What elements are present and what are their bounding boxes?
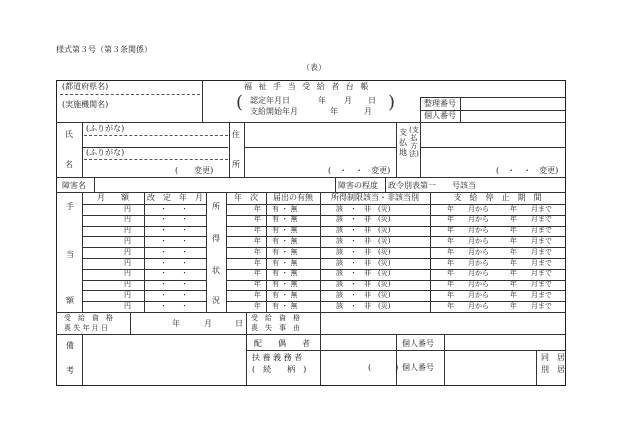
start-year-mark: 年 [330, 107, 338, 116]
remarks-label-2: 考 [66, 366, 74, 375]
income-year: 年 [254, 280, 261, 289]
grid-line [320, 334, 321, 385]
limit-applicable: 該 ・ 非 (災) [336, 226, 391, 235]
stop-until: 年 月まで [510, 247, 552, 256]
notice-presence: 有 ・ 無 [272, 215, 298, 224]
grid-line [385, 177, 386, 192]
notice-presence: 有 ・ 無 [272, 226, 298, 235]
income-year: 年 [254, 290, 261, 299]
year-header: 年 次 [234, 193, 258, 202]
notice-presence: 有 ・ 無 [272, 204, 298, 213]
grid-line [320, 192, 321, 312]
stop-from: 年 月から [447, 269, 489, 278]
income-year: 年 [254, 236, 261, 245]
separate-label: 別 居 [541, 365, 565, 374]
stop-from: 年 月から [447, 247, 489, 256]
register-title: 福 祉 手 当 受 給 者 台 帳 [244, 82, 371, 91]
income-year: 年 [254, 269, 261, 278]
grid-line [444, 334, 445, 385]
relation-blank: ( ) [368, 363, 399, 372]
grid-line [56, 177, 565, 178]
income-year: 年 [254, 204, 261, 213]
income-side-2: 得 [212, 234, 220, 243]
loss-reason-label-2: 喪 失 事 由 [251, 324, 300, 332]
name-furigana-1: (ふりがな) [86, 124, 125, 133]
grid-line [430, 192, 431, 312]
amount-yen: 円 [124, 247, 131, 256]
disability-degree-label: 障害の程度 [338, 181, 378, 190]
dashed-line [84, 159, 228, 160]
notice-presence: 有 ・ 無 [272, 290, 298, 299]
amount-yen: 円 [124, 236, 131, 245]
limit-applicable: 該 ・ 非 (災) [336, 204, 391, 213]
grid-line [56, 122, 565, 123]
limit-applicable: 該 ・ 非 (災) [336, 247, 391, 256]
bracket-open: ( [236, 92, 244, 113]
limit-applicable: 該 ・ 非 (災) [336, 269, 391, 278]
loss-date-label-1: 受 給 資 格 [64, 314, 113, 322]
revision-date: ・ ・ [160, 226, 188, 235]
stop-until: 年 月まで [510, 269, 552, 278]
month-amount-header: 月 額 [97, 193, 129, 202]
loss-day-mark: 日 [235, 319, 243, 328]
amount-side-2: 当 [66, 250, 74, 259]
grid-line [396, 122, 397, 177]
remarks-label-1: 備 [66, 341, 74, 350]
revision-date: ・ ・ [160, 204, 188, 213]
grid-line [144, 192, 145, 312]
stop-until: 年 月まで [510, 215, 552, 224]
notice-presence: 有 ・ 無 [272, 280, 298, 289]
stop-from: 年 月から [447, 258, 489, 267]
revision-date: ・ ・ [160, 290, 188, 299]
revision-date: ・ ・ [160, 247, 188, 256]
form-side: （表） [302, 63, 326, 72]
stop-until: 年 月まで [510, 236, 552, 245]
grid-line [396, 334, 397, 385]
grid-line [420, 147, 565, 148]
notice-presence: 有 ・ 無 [272, 247, 298, 256]
stop-from: 年 月から [447, 204, 489, 213]
income-side-1: 所 [212, 202, 220, 211]
limit-applicable: 該 ・ 非 (災) [336, 290, 391, 299]
name-label-1: 氏 [65, 130, 73, 139]
notice-presence: 有 ・ 無 [272, 269, 298, 278]
grid-line [320, 312, 321, 334]
amount-side-1: 手 [66, 202, 74, 211]
revision-date: ・ ・ [160, 215, 188, 224]
cert-month-mark: 月 [344, 96, 352, 105]
address-label-2: 所 [232, 160, 240, 169]
grid-line [229, 122, 230, 177]
limit-applicable: 該 ・ 非 (災) [336, 280, 391, 289]
notice-header: 届出の有無 [273, 193, 313, 202]
income-side-3: 状 [212, 266, 220, 275]
stop-from: 年 月から [447, 301, 489, 310]
support-personal-no-label: 個人番号 [402, 363, 434, 372]
stop-until: 年 月まで [510, 301, 552, 310]
notice-presence: 有 ・ 無 [272, 258, 298, 267]
personal-no-label: 個人番号 [424, 111, 456, 120]
income-year: 年 [254, 301, 261, 310]
amount-side-3: 額 [66, 296, 74, 305]
amount-yen: 円 [124, 301, 131, 310]
stop-from: 年 月から [447, 290, 489, 299]
grid-line [82, 192, 83, 312]
stop-until: 年 月まで [510, 226, 552, 235]
grid-line [226, 192, 227, 312]
income-year: 年 [254, 258, 261, 267]
stop-from: 年 月から [447, 226, 489, 235]
form-number: 様式第３号（第３条関係） [56, 45, 152, 54]
spouse-label: 配 偶 者 [254, 339, 310, 348]
amount-yen: 円 [124, 215, 131, 224]
grid-line [246, 350, 565, 351]
limit-applicable: 該 ・ 非 (災) [336, 215, 391, 224]
grid-line [420, 97, 565, 98]
limit-applicable: 該 ・ 非 (災) [336, 236, 391, 245]
notice-presence: 有 ・ 無 [272, 301, 298, 310]
income-year: 年 [254, 247, 261, 256]
income-side-4: 況 [212, 296, 220, 305]
revision-date: ・ ・ [160, 301, 188, 310]
grid-line [420, 122, 421, 177]
grid-line [82, 334, 83, 385]
grid-line [244, 147, 396, 148]
stop-until: 年 月まで [510, 258, 552, 267]
loss-reason-label-1: 受 給 資 格 [251, 314, 300, 322]
dashed-line [84, 135, 228, 136]
support-label-1: 扶 養 義 務 者 [252, 353, 303, 362]
disability-table-note: 政令別表第一 号該当 [388, 181, 476, 190]
stop-from: 年 月から [447, 236, 489, 245]
bracket-close: ) [388, 92, 396, 113]
amount-yen: 円 [124, 204, 131, 213]
amount-yen: 円 [124, 280, 131, 289]
grid-line [335, 177, 336, 192]
grid-line [56, 334, 565, 335]
income-year: 年 [254, 215, 261, 224]
stop-until: 年 月まで [510, 290, 552, 299]
grid-line [206, 192, 207, 312]
grid-line [94, 177, 95, 192]
loss-year-mark: 年 [172, 319, 180, 328]
limit-header: 所得制限該当・非該当別 [331, 193, 419, 202]
start-date-label: 支給開始年月 [250, 107, 298, 116]
revision-date: ・ ・ [160, 280, 188, 289]
grid-line [202, 80, 203, 122]
payment-method: (支払方法) [409, 126, 419, 158]
prefecture-label: (都道府県名) [62, 82, 109, 91]
amount-yen: 円 [124, 226, 131, 235]
revision-date: ・ ・ [160, 236, 188, 245]
payment-change-note: ( ・ ・ 変更) [496, 166, 559, 175]
limit-applicable: 該 ・ 非 (災) [336, 258, 391, 267]
cert-date-label: 認定年月日 [250, 96, 290, 105]
limit-applicable: 該 ・ 非 (災) [336, 301, 391, 310]
name-label-2: 名 [65, 160, 73, 169]
cert-day-mark: 日 [368, 96, 376, 105]
amount-yen: 円 [124, 258, 131, 267]
support-label-2: ( 続 柄 ) [252, 365, 307, 374]
stop-from: 年 月から [447, 280, 489, 289]
cohabit-label: 同 居 [541, 353, 565, 362]
grid-line [82, 122, 83, 177]
address-label-1: 住 [232, 130, 240, 139]
amount-yen: 円 [124, 290, 131, 299]
grid-line [244, 122, 245, 177]
stop-until: 年 月まで [510, 204, 552, 213]
stop-from: 年 月から [447, 215, 489, 224]
payment-label: 支払地 [399, 128, 407, 157]
grid-line [266, 192, 267, 312]
name-furigana-2: (ふりがな) [86, 148, 125, 157]
name-change-note: ( 変更) [175, 166, 214, 175]
stop-until: 年 月まで [510, 280, 552, 289]
grid-line [246, 334, 247, 385]
agency-label: (実施機関名) [62, 100, 109, 109]
notice-presence: 有 ・ 無 [272, 236, 298, 245]
cert-year-mark: 年 [318, 96, 326, 105]
spouse-personal-no-label: 個人番号 [402, 339, 434, 348]
register-no-label: 整理番号 [424, 99, 456, 108]
grid-line [130, 312, 131, 334]
revision-date: ・ ・ [160, 269, 188, 278]
register-form [56, 80, 566, 386]
amount-yen: 円 [124, 269, 131, 278]
dashed-line [60, 94, 200, 95]
grid-line [56, 312, 565, 313]
revision-date: ・ ・ [160, 258, 188, 267]
grid-line [246, 312, 247, 334]
disability-name-label: 障害名 [62, 181, 86, 190]
start-month-mark: 月 [364, 107, 372, 116]
revision-header: 改 定 年 月 [147, 193, 203, 202]
income-year: 年 [254, 226, 261, 235]
loss-month-mark: 月 [204, 319, 212, 328]
grid-line [536, 350, 537, 385]
address-change-note: ( ・ ・ 変更) [328, 166, 391, 175]
loss-date-label-2: 喪 失 年 月 日 [64, 324, 108, 332]
stop-period-header: 支 給 停 止 期 間 [453, 193, 542, 202]
